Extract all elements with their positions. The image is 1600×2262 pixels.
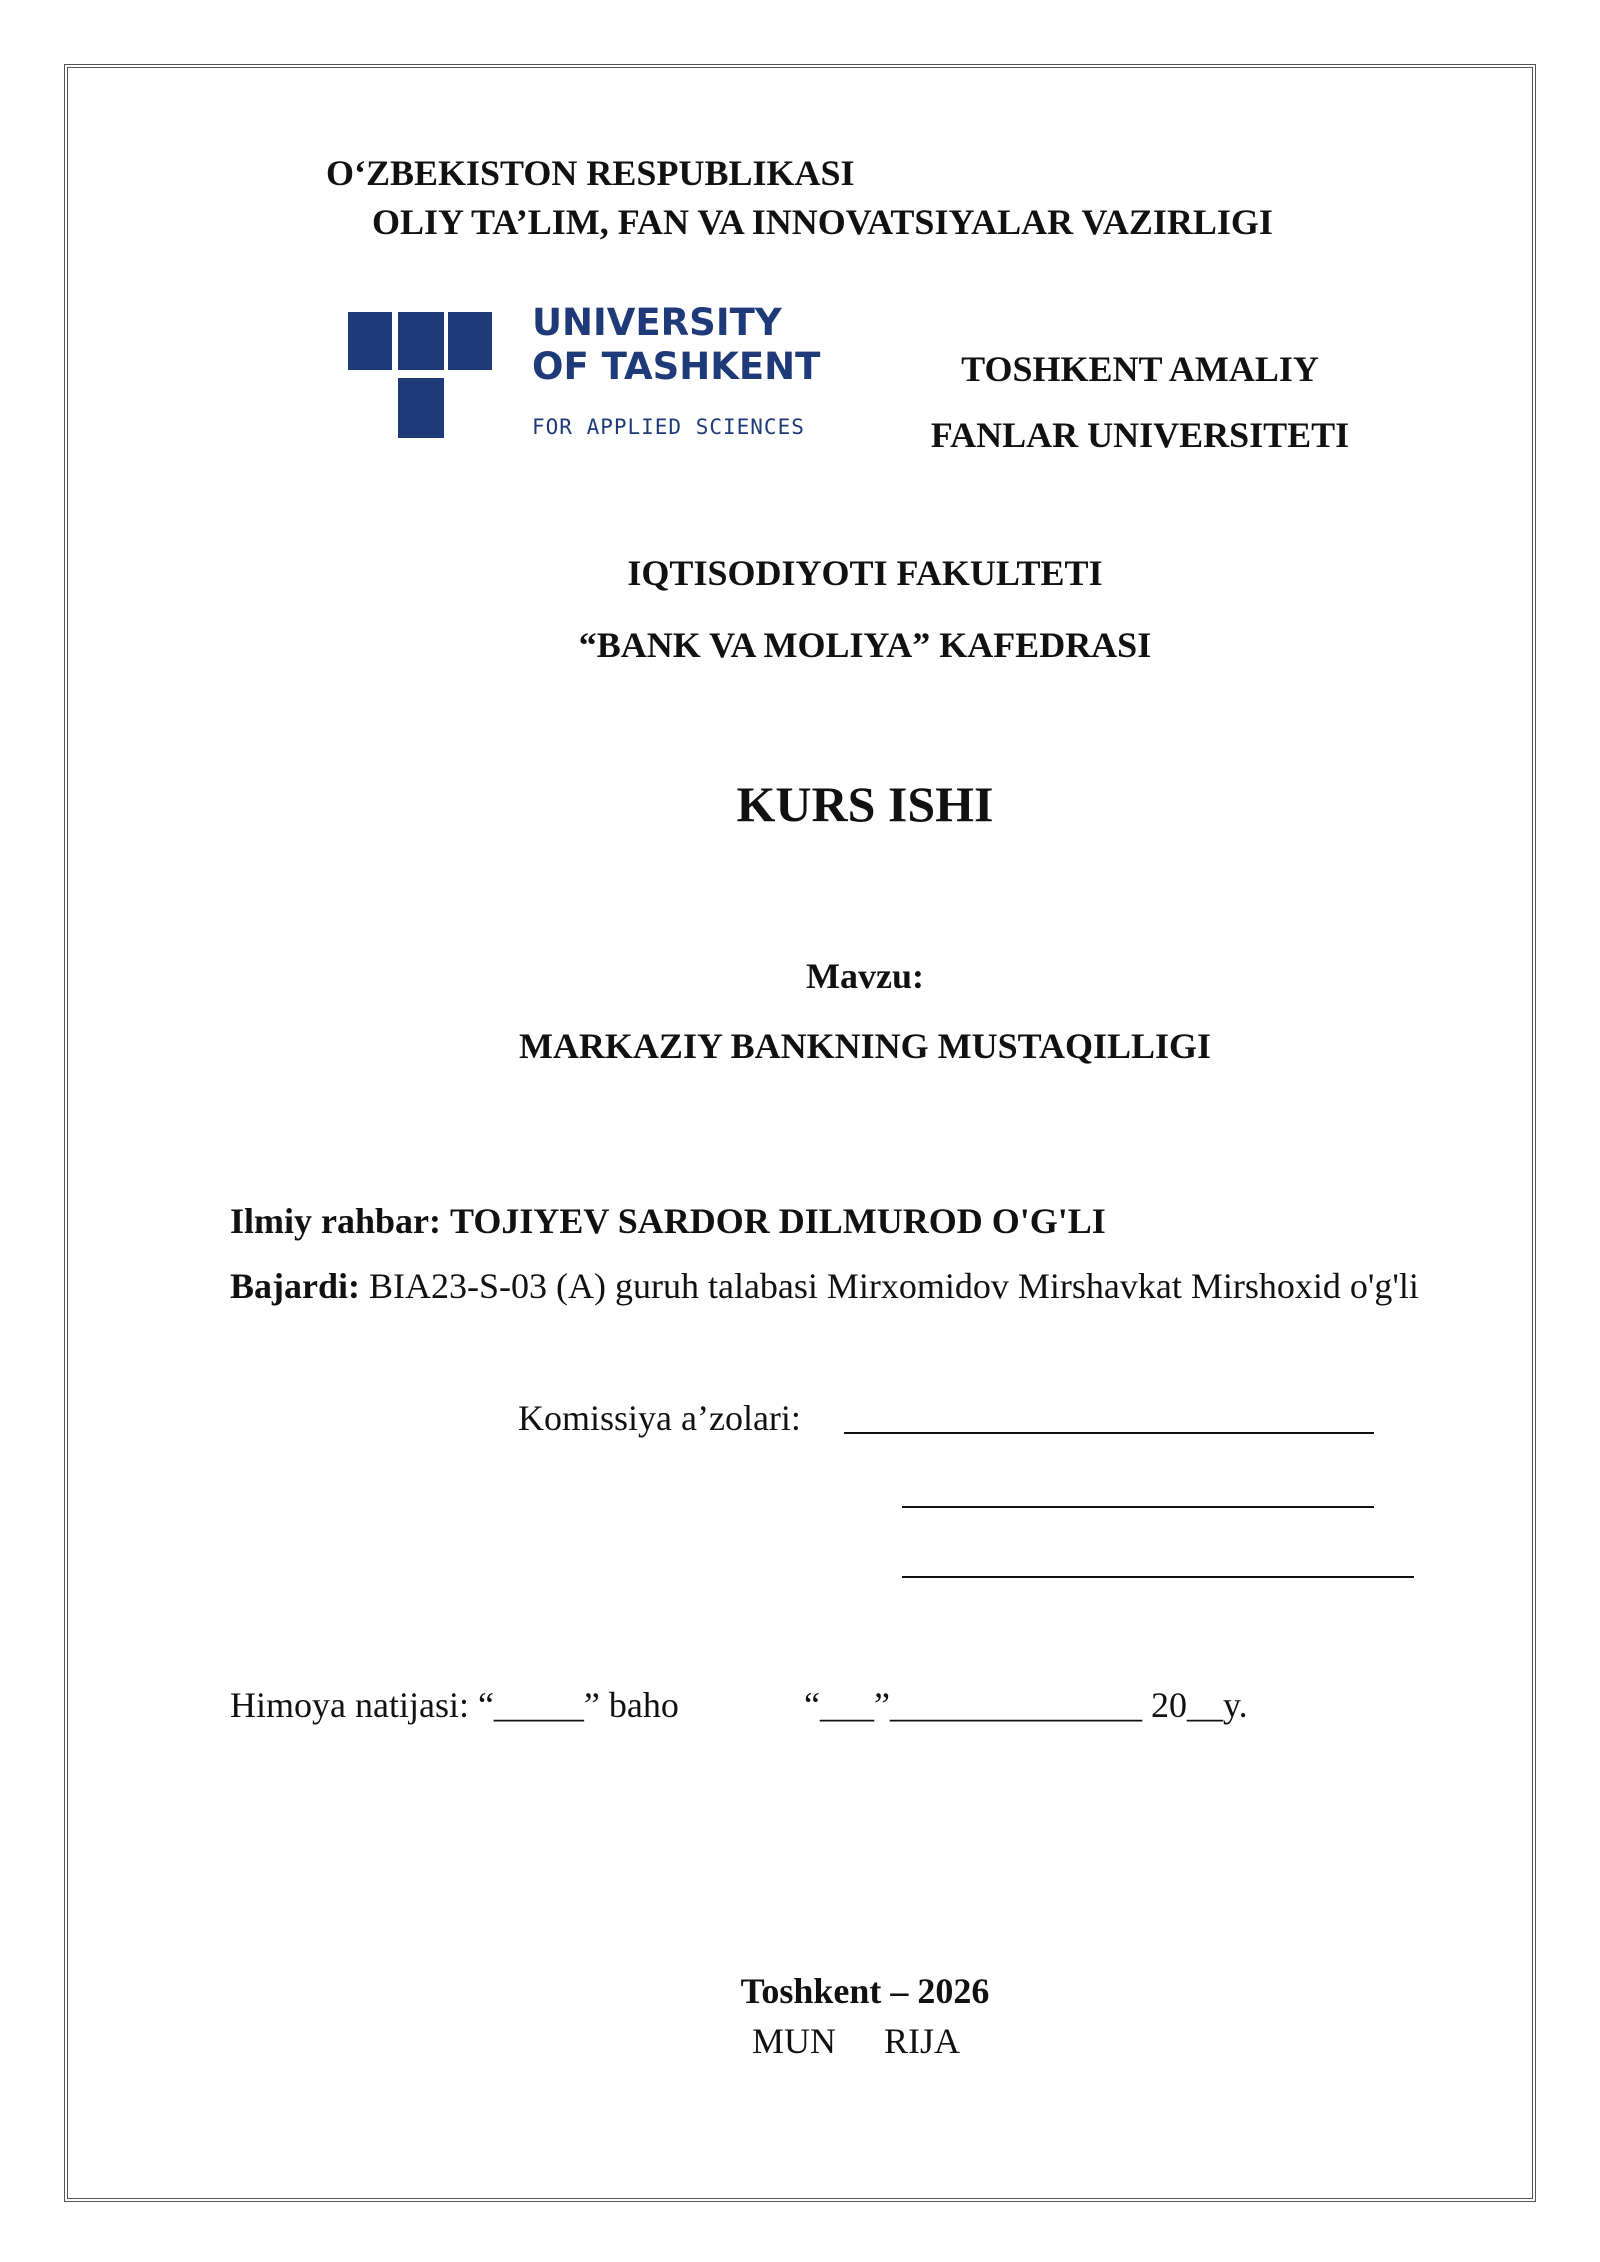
logo-line-of-tashkent: OF TASHKENT bbox=[532, 345, 821, 388]
republic-title: O‘ZBEKISTON RESPUBLIKASI bbox=[326, 153, 855, 193]
logo-line-university: UNIVERSITY bbox=[532, 301, 782, 344]
university-name-line1: TOSHKENT AMALIY bbox=[961, 349, 1319, 389]
supervisor-label: Ilmiy rahbar: bbox=[230, 1201, 441, 1241]
footer-fragment-right: ​RIJA bbox=[884, 2021, 961, 2061]
topic-label: Mavzu: bbox=[806, 956, 924, 996]
logo-square bbox=[348, 312, 392, 370]
commission-signature-line bbox=[902, 1576, 1414, 1578]
faculty-name: IQTISODIYOTI FAKULTETI bbox=[627, 553, 1103, 593]
author-value: BIA23-S-03 (A) guruh talabasi Mirxomidov Mirshavkat Mirshoxid o'g'li bbox=[369, 1266, 1419, 1306]
logo-square bbox=[448, 312, 492, 370]
defense-result: Himoya natijasi: “_____” baho bbox=[230, 1685, 679, 1725]
topic-value: MARKAZIY BANKNING MUSTAQILLIGI bbox=[518, 1026, 1212, 1066]
author-label: Bajardi: bbox=[230, 1266, 360, 1306]
supervisor-name: TOJIYEV SARDOR DILMUROD O'G'LI bbox=[450, 1201, 1106, 1241]
commission-signature-line bbox=[902, 1506, 1374, 1508]
document-title: KURS ISHI bbox=[736, 776, 994, 832]
city-year: Toshkent – 2026 bbox=[740, 1971, 990, 2011]
logo-square bbox=[398, 378, 444, 438]
defense-date: “___”______________ 20__y. bbox=[804, 1685, 1248, 1725]
ministry-title: OLIY TA’LIM, FAN VA INNOVATSIYALAR VAZIRLIGI bbox=[372, 202, 1273, 242]
supervisor-line bbox=[230, 1200, 1106, 1242]
department-name: “BANK VA MOLIYA” KAFEDRASI bbox=[578, 625, 1152, 665]
commission-label: Komissiya a’zolari: bbox=[518, 1398, 801, 1438]
commission-signature-line bbox=[844, 1432, 1374, 1434]
author-line bbox=[230, 1265, 1419, 1307]
logo-line-applied-sciences: FOR APPLIED SCIENCES bbox=[532, 415, 805, 439]
university-name-line2: FANLAR UNIVERSITETI bbox=[930, 415, 1350, 455]
logo-square bbox=[398, 312, 444, 370]
footer-fragment-left: MUN bbox=[752, 2021, 837, 2061]
